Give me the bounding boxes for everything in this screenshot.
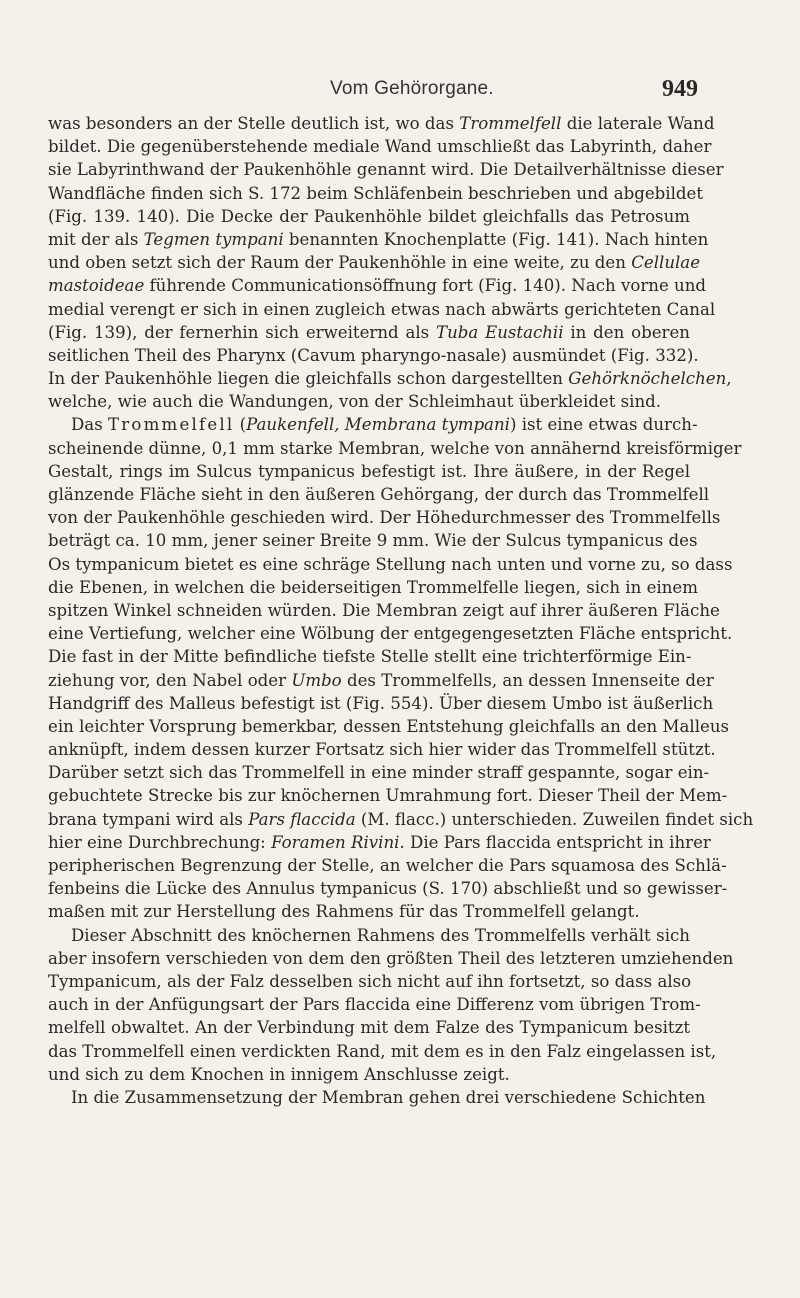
text-segment: sie Labyrinthwand der Paukenhöhle genannt wird. Die Detailverhältnisse dieser [48, 160, 724, 180]
italic-term: Paukenfell, Membrana tympani [246, 415, 510, 435]
text-line [48, 367, 732, 390]
italic-term: Tuba Eustachii [436, 322, 564, 342]
italic-term: Umbo [291, 670, 342, 690]
text-segment: In der Paukenhöhle liegen die gleichfalls schon dargestellten [48, 369, 569, 389]
text-line [48, 460, 690, 483]
text-line [48, 576, 698, 599]
text-line [48, 553, 733, 576]
text-line [48, 669, 714, 692]
body-text [48, 112, 754, 1109]
text-segment: mit der als [48, 229, 144, 249]
text-segment: , [726, 369, 732, 389]
italic-term: Foramen Rivini. [271, 832, 405, 852]
text-line [48, 135, 712, 158]
text-line [48, 298, 716, 321]
text-line [48, 112, 715, 135]
text-segment: peripherischen Begrenzung der Stelle, an welcher die Pars squamosa des Schlä- [48, 856, 727, 875]
text-segment: ( [234, 415, 247, 435]
text-line [48, 506, 721, 529]
text-segment: Die fast in der Mitte befindliche tiefste Stelle stellt eine trichterförmige Ein- [48, 647, 692, 667]
text-line [48, 344, 699, 367]
text-segment: eine Vertiefung, welcher eine Wölbung der entgegengesetzten Fläche entspricht. [48, 624, 733, 644]
text-segment: Os tympanicum bietet es eine schräge Stellung nach unten und vorne zu, so dass [48, 554, 733, 574]
spaced-term: Trommelfell [108, 415, 235, 435]
text-line [48, 761, 710, 784]
text-line [48, 483, 710, 506]
page-header [0, 76, 800, 106]
text-segment: seitlichen Theil des Pharynx (Cavum pharyngo-nasale) ausmündet (Fig. 332). [48, 345, 699, 365]
text-segment: scheinende dünne, 0,1 mm starke Membran, welche von annähernd kreisförmiger [48, 438, 742, 458]
text-segment: was besonders an der Stelle deutlich ist, wo das [48, 114, 460, 133]
text-segment: spitzen Winkel schneiden würden. Die Membran zeigt auf ihrer äußeren Fläche [48, 600, 720, 620]
italic-term: Gehörknöchelchen [568, 369, 727, 389]
text-line [48, 437, 742, 460]
text-segment: des Trommelfells, an dessen Innenseite der [341, 670, 714, 690]
text-line [48, 831, 711, 854]
text-segment: und sich zu dem Knochen in innigem Anschlusse zeigt. [48, 1064, 510, 1084]
text-line [48, 390, 690, 413]
text-segment: Die Pars flaccida entspricht in ihrer [404, 832, 711, 852]
text-segment: Handgriff des Malleus befestigt ist (Fig. 554). Über diesem Umbo ist äußerlich [48, 693, 714, 713]
text-segment: medial verengt er sich in einen zugleich etwas nach abwärts gerichteten Canal [48, 299, 716, 319]
text-segment: bildet. Die gegenüberstehende mediale Wand umschließt das Labyrinth, daher [48, 137, 712, 157]
italic-term: Tegmen tympani [143, 229, 284, 249]
text-segment: welche, wie auch die Wandungen, von der Schleimhaut überkleidet sind. [48, 392, 662, 412]
text-segment: und oben setzt sich der Raum der Paukenhöhle in eine weite, zu den [48, 253, 632, 273]
text-line [48, 808, 754, 831]
text-line [48, 947, 734, 970]
italic-term: Cellulae [631, 253, 701, 273]
text-segment: In die Zusammensetzung der Membran gehen drei verschiedene Schichten [71, 1087, 706, 1107]
text-segment: die laterale Wand [561, 114, 715, 133]
text-segment: hier eine Durchbrechung: [48, 832, 272, 852]
text-segment: (M. flacc.) unterschieden. Zuweilen findet sich [355, 809, 754, 829]
text-line [48, 599, 720, 622]
text-line [48, 274, 707, 297]
text-segment: Darüber setzt sich das Trommelfell in eine minder straff gespannte, sogar ein- [48, 763, 710, 783]
text-line [48, 228, 709, 251]
text-line [48, 692, 714, 715]
text-segment: in den oberen [563, 322, 690, 342]
text-segment: auch in der Anfügungsart der Pars flaccida eine Differenz vom übrigen Trom- [48, 995, 701, 1015]
text-line [48, 877, 728, 900]
running-title: Vom Gehörorgane. [330, 78, 494, 99]
text-line [48, 321, 690, 344]
text-segment: anknüpft, indem dessen kurzer Fortsatz sich hier wider das Trommelfell stützt. [48, 740, 716, 760]
text-segment: beträgt ca. 10 mm, jener seiner Breite 9 mm. Wie der Sulcus tympanicus des [48, 531, 698, 551]
text-line [48, 784, 728, 807]
text-line [48, 1063, 690, 1086]
text-segment: (Fig. 139. 140). Die Decke der Paukenhöhle bildet gleichfalls das Petrosum [48, 206, 690, 226]
text-segment: führende Communicationsöffnung fort (Fig. 140). Nach vorne und [144, 276, 707, 296]
text-segment: Tympanicum, als der Falz desselben sich nicht auf ihn fortsetzt, so dass also [48, 971, 692, 991]
text-line [48, 924, 690, 947]
text-line [48, 251, 701, 274]
text-line [48, 158, 724, 181]
text-line [48, 900, 690, 923]
text-line [48, 205, 690, 228]
text-segment: Wandfläche finden sich S. 172 beim Schläfenbein beschrieben und abgebildet [48, 183, 704, 203]
italic-term: Pars flaccida [248, 809, 356, 829]
text-line [48, 970, 690, 993]
text-segment: ziehung vor, den Nabel oder [48, 670, 292, 690]
text-line [48, 413, 698, 436]
text-line [48, 529, 698, 552]
text-line [48, 182, 704, 205]
text-line [48, 645, 690, 668]
text-segment: benannten Knochenplatte (Fig. 141). Nach hinten [283, 229, 709, 249]
text-line [48, 622, 733, 645]
text-segment: glänzende Fläche sieht in den äußeren Gehörgang, der durch das Trommelfell [48, 485, 710, 504]
page-number: 949 [662, 76, 698, 102]
text-segment: brana tympani wird als [48, 809, 249, 829]
text-segment: gebuchtete Strecke bis zur knöchernen Umrahmung fort. Dieser Theil der Mem- [48, 786, 728, 806]
text-segment: melfell obwaltet. An der Verbindung mit dem Falze des Tympanicum besitzt [48, 1018, 690, 1038]
text-line [48, 715, 730, 738]
text-segment: (Fig. 139), der fernerhin sich erweiternd als [48, 322, 436, 342]
text-segment: die Ebenen, in welchen die beiderseitigen Trommelfelle liegen, sich in einem [48, 577, 698, 597]
text-segment: das Trommelfell einen verdickten Rand, mit dem es in den Falz eingelassen ist, [48, 1041, 717, 1061]
text-segment: aber insofern verschieden von dem den größten Theil des letzteren umziehenden [48, 948, 734, 968]
text-segment: maßen mit zur Herstellung des Rahmens für das Trommelfell gelangt. [48, 902, 640, 922]
text-segment: fenbeins die Lücke des Annulus tympanicus (S. 170) abschließt und so gewisser- [48, 879, 728, 899]
text-segment: von der Paukenhöhle geschieden wird. Der Höhedurchmesser des Trommelfells [48, 508, 721, 528]
italic-term: mastoideae [48, 276, 145, 296]
italic-term: Trommelfell [459, 114, 562, 133]
text-segment: Das [71, 415, 108, 435]
text-line [48, 993, 701, 1016]
text-segment: ) ist eine etwas durch- [509, 415, 698, 435]
text-line [48, 1040, 717, 1063]
text-line [48, 1016, 690, 1039]
text-segment: Dieser Abschnitt des knöchernen Rahmens des Trommelfells verhält sich [71, 925, 690, 945]
text-line [48, 854, 727, 877]
text-line [48, 738, 716, 761]
text-segment: Gestalt, rings im Sulcus tympanicus befestigt ist. Ihre äußere, in der Regel [48, 461, 690, 481]
text-line [48, 1086, 706, 1109]
text-segment: ein leichter Vorsprung bemerkbar, dessen Entstehung gleichfalls an den Malleus [48, 716, 730, 736]
